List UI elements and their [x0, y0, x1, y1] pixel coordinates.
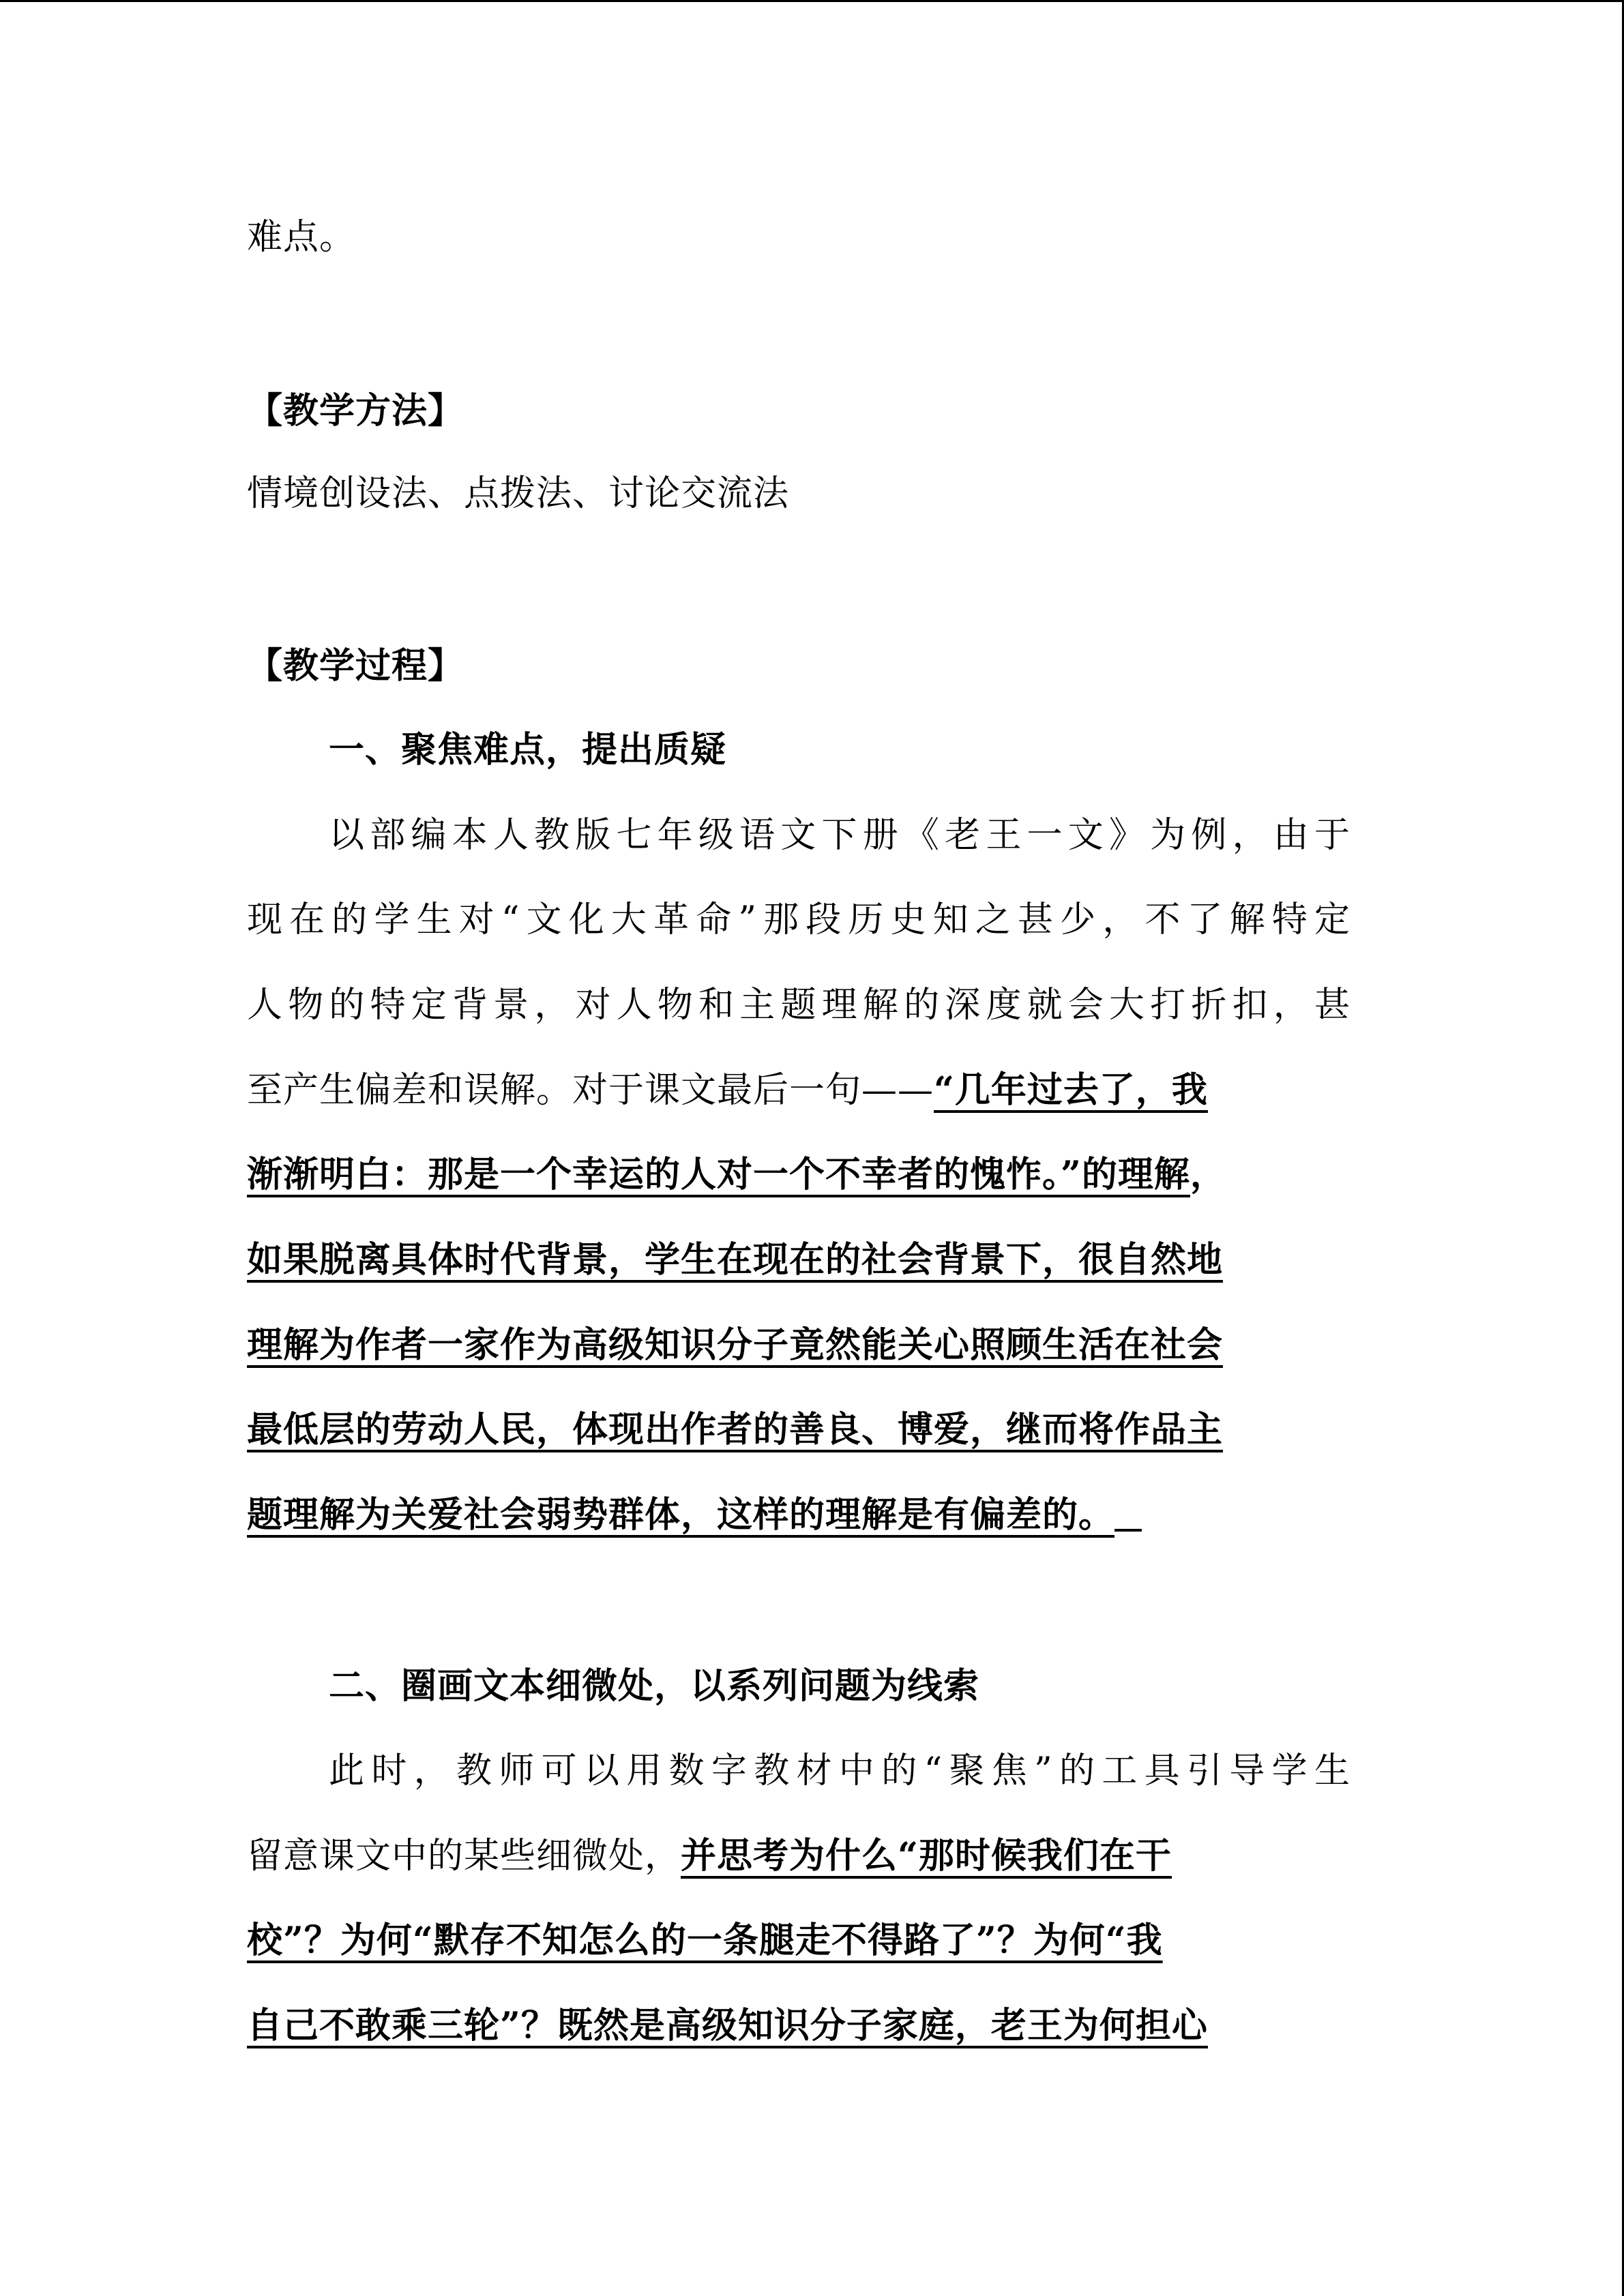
section1-line	[247, 1491, 1350, 1540]
section1-heading: 一、聚焦难点，提出质疑	[329, 729, 727, 771]
section1-line4-plain: 至产生偏差和误解。对于课文最后一句——	[247, 1070, 934, 1111]
underline-trail	[1114, 1491, 1142, 1532]
section1-line	[247, 1150, 1350, 1199]
section2-line	[247, 1832, 1350, 1881]
section2-line2-underlined: 并思考为什么“那时候我们在干	[681, 1835, 1172, 1877]
process-heading: 【教学过程】	[247, 645, 464, 687]
section2-line: 此时，教师可以用数字教材中的“聚焦”的工具引导学生	[329, 1750, 1350, 1791]
section1-line5-tail: ，	[1190, 1154, 1226, 1195]
section1-line9-underlined: 题理解为关爱社会弱势群体，这样的理解是有偏差的。	[247, 1494, 1115, 1536]
section1-line5-underlined: 渐渐明白：那是一个幸运的人对一个不幸者的愧怍。”的理解	[247, 1154, 1190, 1195]
section1-line: 最低层的劳动人民，体现出作者的善良、博爱，继而将作品主	[247, 1409, 1224, 1450]
section1-line: 人物的特定背景，对人物和主题理解的深度就会大打折扣，甚	[247, 985, 1350, 1026]
intro-tail-text: 难点。	[247, 217, 356, 258]
section2-line: 校”？为何“默存不知怎么的一条腿走不得路了”？为何“我	[247, 1920, 1163, 1961]
method-text: 情境创设法、点拨法、讨论交流法	[247, 473, 790, 514]
section1-line4-underlined: “几年过去了，我	[934, 1069, 1208, 1111]
section1-line: 以部编本人教版七年级语文下册《老王一文》为例，由于	[329, 815, 1350, 856]
method-heading: 【教学方法】	[247, 390, 464, 432]
page-top-border	[0, 0, 1624, 2]
section2-line2-plain: 留意课文中的某些细微处，	[247, 1836, 681, 1877]
section1-line: 现在的学生对“文化大革命”那段历史知之甚少，不了解特定	[247, 899, 1350, 940]
section2-line: 自己不敢乘三轮”？既然是高级知识分子家庭，老王为何担心	[247, 2005, 1208, 2046]
section1-line: 理解为作者一家作为高级知识分子竟然能关心照顾生活在社会	[247, 1324, 1224, 1366]
section1-line: 如果脱离具体时代背景，学生在现在的社会背景下，很自然地	[247, 1239, 1224, 1281]
section2-heading: 二、圈画文本细微处，以系列问题为线索	[329, 1665, 980, 1707]
section1-line	[247, 1066, 1350, 1115]
